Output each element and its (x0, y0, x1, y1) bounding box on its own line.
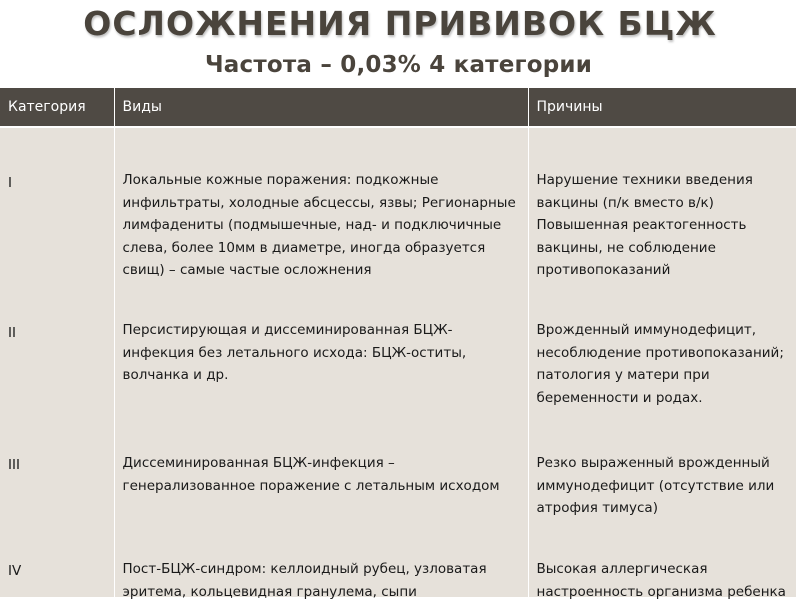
header-category: Категория (0, 88, 114, 127)
header-causes: Причины (528, 88, 796, 127)
category-iv: IV (8, 563, 22, 579)
causes-ii: Врожденный иммунодефицит, несоблюдение противопоказаний; патология у матери при беременности и родах. (536, 322, 784, 406)
complications-table (0, 88, 796, 600)
header-kinds: Виды (114, 88, 528, 127)
category-ii: II (8, 325, 16, 341)
kinds-iv: Пост-БЦЖ-синдром: келлоидный рубец, узловатая эритема, кольцевидная гранулема, сыпи (122, 561, 487, 600)
page-subtitle: Частота – 0,03% 4 категории (205, 52, 593, 78)
table-header-row (0, 88, 796, 127)
kinds-column (114, 127, 528, 600)
page-title: ОСЛОЖНЕНИЯ ПРИВИВОК БЦЖ (83, 4, 717, 43)
causes-iii: Резко выраженный врожденный иммунодефицит (отсутствие или атрофия тимуса) (536, 455, 775, 517)
causes-iv: Высокая аллергическая настроенность организма ребенка (536, 561, 786, 600)
category-column (0, 127, 114, 597)
table-body-row (0, 127, 796, 597)
category-iii: III (8, 457, 20, 473)
category-i: I (8, 175, 12, 191)
kinds-iii: Диссеминированная БЦЖ-инфекция – генерализованное поражение с летальным исходом (122, 455, 500, 494)
kinds-ii: Персистирующая и диссеминированная БЦЖ-инфекция без летального исхода: БЦЖ-оститы, волчанка и др. (122, 322, 467, 384)
causes-i: Нарушение техники введения вакцины (п/к вместо в/к) Повышенная реактогенность вакцины, не соблюдение противопоказаний (536, 172, 753, 279)
kinds-i: Локальные кожные поражения: подкожные инфильтраты, холодные абсцессы, язвы; Регионарные лимфадениты (подмышечные, над- и подключичные слева, более 10мм в диаметре, иногда образуется свищ) – самые частые осложнения (122, 172, 516, 279)
causes-column (528, 127, 796, 600)
